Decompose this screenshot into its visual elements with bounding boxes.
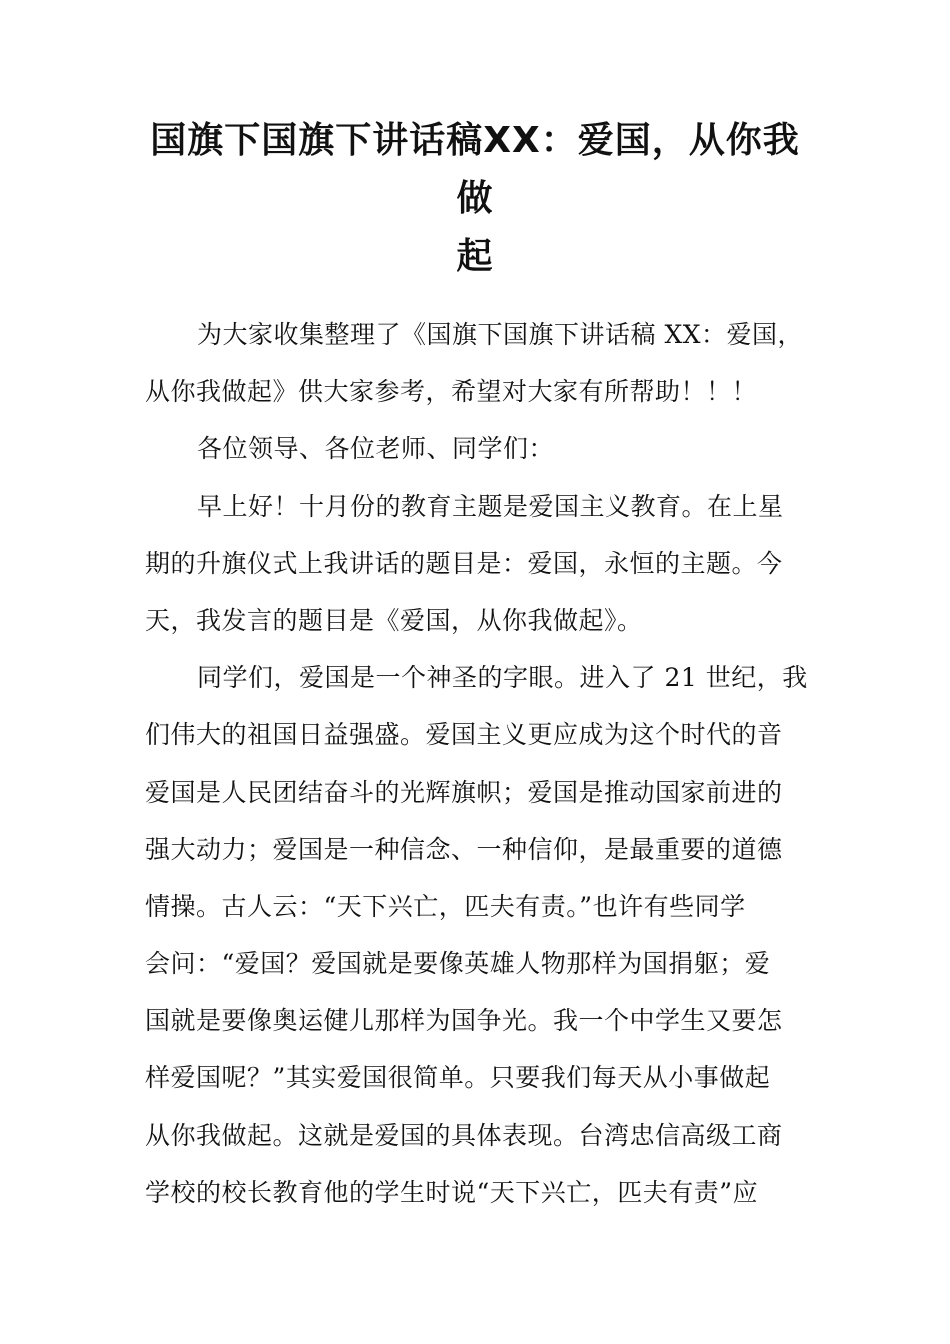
body-line: 强大动力；爱国是一种信念、一种信仰，是最重要的道德 xyxy=(145,834,783,864)
title-line-2: 起 xyxy=(456,236,494,277)
body-line: 情操。古人云：“天下兴亡，匹夫有责。”也许有些同学 xyxy=(145,891,746,921)
title-line-1: 国旗下国旗下讲话稿XX：爱国，从你我做 xyxy=(150,120,800,219)
body-line: 同学们，爱国是一个神圣的字眼。进入了 21 世纪，我 xyxy=(197,663,808,693)
body-line: 从你我做起。这就是爱国的具体表现。台湾忠信高级工商 xyxy=(145,1120,783,1150)
body-line: 天，我发言的题目是《爱国，从你我做起》。 xyxy=(145,605,643,635)
body-line: 学校的校长教育他的学生时说“天下兴亡，匹夫有责”应 xyxy=(145,1177,759,1207)
body-line: 各位领导、各位老师、同学们： xyxy=(197,434,555,464)
body-line: 爱国是人民团结奋斗的光辉旗帜；爱国是推动国家前进的 xyxy=(145,777,783,807)
body-line: 为大家收集整理了《国旗下国旗下讲话稿 XX：爱国， xyxy=(197,320,804,349)
body-line: 期的升旗仪式上我讲话的题目是：爱国，永恒的主题。今 xyxy=(145,548,783,578)
document-body xyxy=(145,306,807,1221)
document-title xyxy=(140,112,810,286)
body-line: 们伟大的祖国日益强盛。爱国主义更应成为这个时代的音 xyxy=(145,720,783,750)
body-line: 样爱国呢？”其实爱国很简单。只要我们每天从小事做起 xyxy=(145,1063,771,1093)
body-line: 会问：“爱国？爱国就是要像英雄人物那样为国捐躯；爱 xyxy=(145,949,771,979)
body-line: 国就是要像奥运健儿那样为国争光。我一个中学生又要怎 xyxy=(145,1006,783,1036)
body-line: 早上好！十月份的教育主题是爱国主义教育。在上星 xyxy=(197,491,784,521)
body-line: 从你我做起》供大家参考，希望对大家有所帮助！！！ xyxy=(145,377,758,407)
